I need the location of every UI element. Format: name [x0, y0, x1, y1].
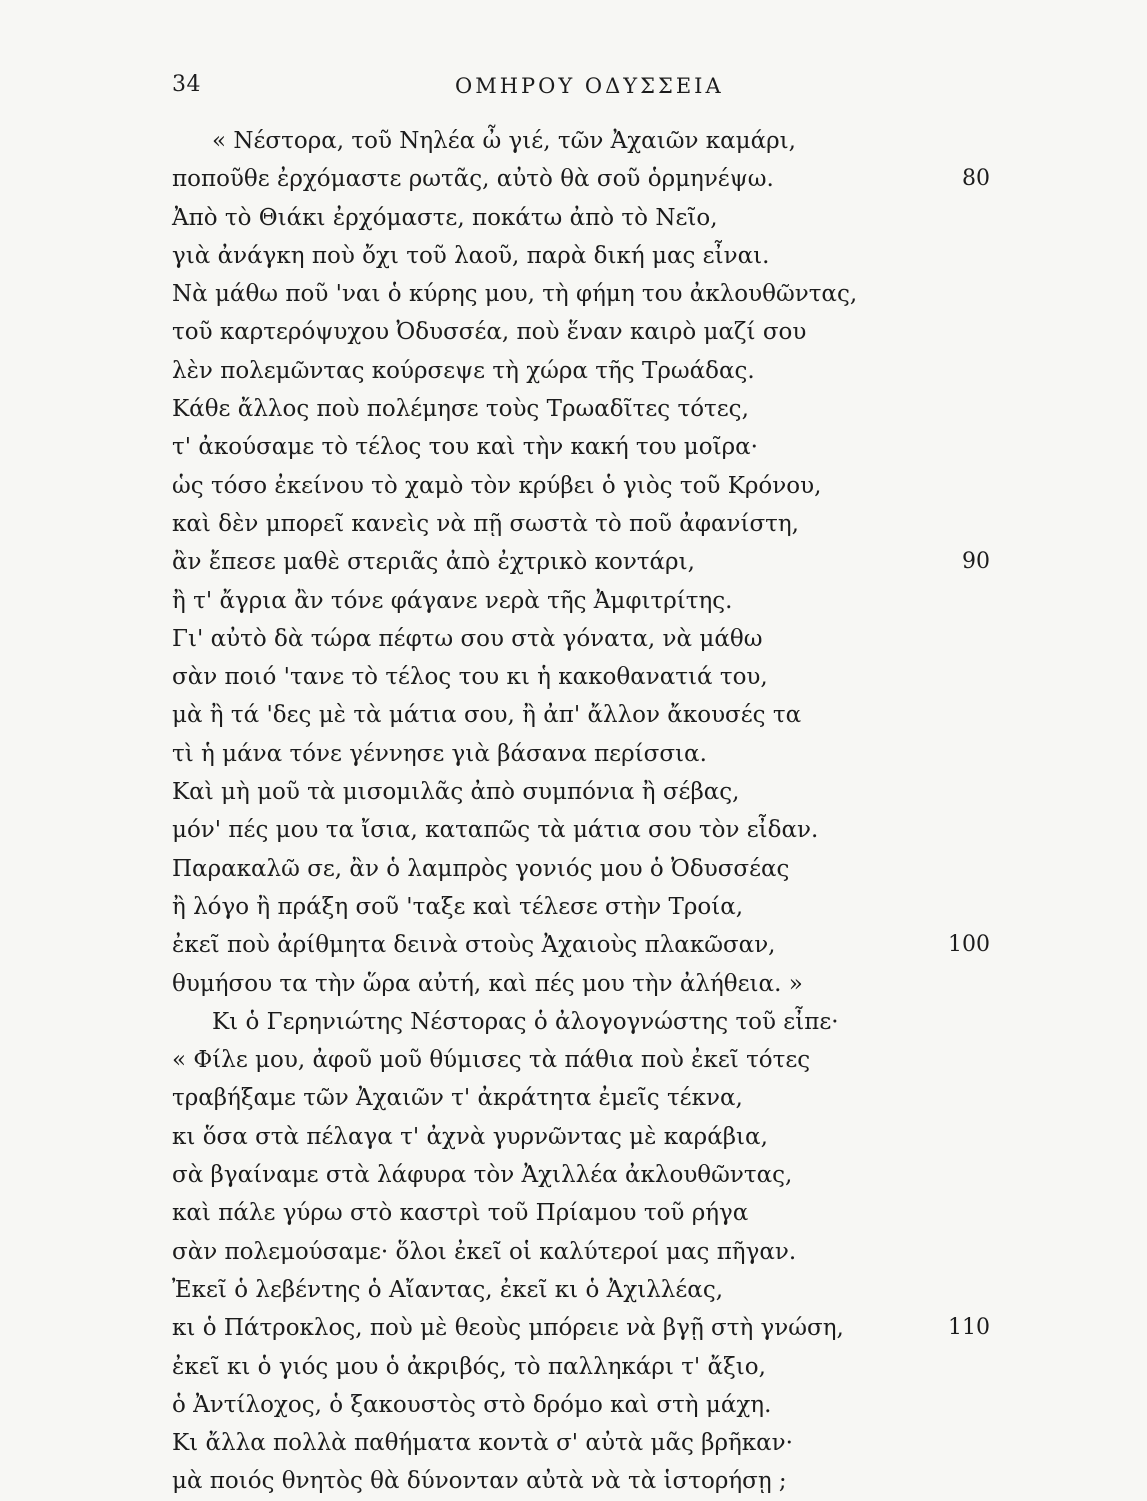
verse-line: [0, 199, 1147, 237]
verse-text: « Φίλε μου, ἀφοῦ μοῦ θύμισες τὰ πάθια ποὺ ἐκεῖ τότες: [172, 1047, 811, 1074]
verse-line: [0, 543, 1147, 581]
verse-line: [0, 1309, 1147, 1347]
verse-line: [0, 390, 1147, 428]
verse-text: Νὰ μάθω ποῦ 'ναι ὁ κύρης μου, τὴ φήμη του ἀκλουθῶντας,: [172, 281, 858, 308]
verse-text: σὰν ποιό 'τανε τὸ τέλος του κι ἡ κακοθανατιά του,: [172, 664, 768, 691]
verse-text: μὰ ποιός θνητὸς θὰ δύνονταν αὐτὰ νὰ τὰ ἱστορήσῃ ;: [172, 1468, 787, 1495]
verse-block: [0, 122, 1147, 1501]
line-number: 80: [962, 166, 990, 192]
verse-text: θυμήσου τα τὴν ὥρα αὐτή, καὶ πές μου τὴν ἀλήθεια. »: [172, 970, 803, 997]
verse-text: Γι' αὐτὸ δὰ τώρα πέφτω σου στὰ γόνατα, νὰ μάθω: [172, 625, 763, 652]
verse-text: κι ὅσα στὰ πέλαγα τ' ἀχνὰ γυρνῶντας μὲ καράβια,: [172, 1123, 768, 1150]
verse-text: ἢ λόγο ἢ πράξη σοῦ 'ταξε καὶ τέλεσε στὴν Τροία,: [172, 893, 744, 920]
verse-text: ἂν ἔπεσε μαθὲ στεριᾶς ἀπὸ ἐχτρικὸ κοντάρι,: [172, 549, 695, 576]
verse-line: [0, 467, 1147, 505]
verse-line: [0, 428, 1147, 466]
running-head: ΟΜΗΡΟΥ ΟΔΥΣΣΕΙΑ: [455, 74, 724, 98]
line-number: 100: [948, 932, 990, 958]
verse-line: [0, 1156, 1147, 1194]
verse-text: κι ὁ Πάτροκλος, ποὺ μὲ θεοὺς μπόρειε νὰ βγῇ στὴ γνώση,: [172, 1315, 844, 1342]
verse-line: [0, 237, 1147, 275]
line-number: 110: [948, 1315, 990, 1341]
verse-line: [0, 811, 1147, 849]
verse-line: [0, 1386, 1147, 1424]
verse-line: [0, 620, 1147, 658]
verse-line: [0, 1194, 1147, 1232]
verse-text: Ἀπὸ τὸ Θιάκι ἐρχόμαστε, ποκάτω ἀπὸ τὸ Νεῖο,: [172, 204, 718, 231]
verse-text: ἢ τ' ἄγρια ἂν τόνε φάγανε νερὰ τῆς Ἀμφιτρίτης.: [172, 587, 733, 614]
verse-text: τ' ἀκούσαμε τὸ τέλος του καὶ τὴν κακή του μοῖρα·: [172, 434, 758, 461]
verse-text: τοῦ καρτερόψυχου Ὀδυσσέα, ποὺ ἕναν καιρὸ μαζί σου: [172, 319, 807, 346]
verse-text: Κι ἄλλα πολλὰ παθήματα κοντὰ σ' αὐτὰ μᾶς βρῆκαν·: [172, 1430, 793, 1457]
verse-line: [0, 1003, 1147, 1041]
verse-text: Κι ὁ Γερηνιώτης Νέστορας ὁ ἀλογογνώστης τοῦ εἶπε·: [212, 1008, 839, 1035]
verse-text: μὰ ἢ τά 'δες μὲ τὰ μάτια σου, ἢ ἀπ' ἄλλον ἄκουσές τα: [172, 702, 802, 729]
verse-line: [0, 1424, 1147, 1462]
verse-text: καὶ δὲν μπορεῖ κανεὶς νὰ πῇ σωστὰ τὸ ποῦ ἀφανίστη,: [172, 510, 799, 537]
page-number: 34: [172, 72, 201, 97]
verse-text: καὶ πάλε γύρω στὸ καστρὶ τοῦ Πρίαμου τοῦ ρήγα: [172, 1200, 749, 1227]
verse-line: [0, 735, 1147, 773]
verse-text: σὰ βγαίναμε στὰ λάφυρα τὸν Ἀχιλλέα ἀκλουθῶντας,: [172, 1162, 793, 1189]
verse-line: [0, 1118, 1147, 1156]
verse-text: ὡς τόσο ἐκείνου τὸ χαμὸ τὸν κρύβει ὁ γιὸς τοῦ Κρόνου,: [172, 472, 822, 499]
verse-line: [0, 696, 1147, 734]
verse-line: [0, 1462, 1147, 1500]
verse-line: [0, 505, 1147, 543]
verse-text: ποποῦθε ἐρχόμαστε ρωτᾶς, αὐτὸ θὰ σοῦ ὁρμηνέψω.: [172, 166, 774, 193]
verse-line: [0, 122, 1147, 160]
verse-text: ἐκεῖ κι ὁ γιός μου ὁ ἀκριβός, τὸ παλληκάρι τ' ἄξιο,: [172, 1353, 766, 1380]
verse-text: ἐκεῖ ποὺ ἀρίθμητα δεινὰ στοὺς Ἀχαιοὺς πλακῶσαν,: [172, 932, 776, 959]
verse-text: λὲν πολεμῶντας κούρσεψε τὴ χώρα τῆς Τρωάδας.: [172, 357, 755, 384]
line-number: 90: [962, 549, 990, 575]
verse-text: Ἐκεῖ ὁ λεβέντης ὁ Αἴαντας, ἐκεῖ κι ὁ Ἀχιλλέας,: [172, 1276, 724, 1303]
verse-line: [0, 1271, 1147, 1309]
verse-line: [0, 850, 1147, 888]
verse-line: [0, 1348, 1147, 1386]
verse-text: Καὶ μὴ μοῦ τὰ μισομιλᾶς ἀπὸ συμπόνια ἢ σέβας,: [172, 779, 740, 806]
verse-text: ὁ Ἀντίλοχος, ὁ ξακουστὸς στὸ δρόμο καὶ στὴ μάχη.: [172, 1391, 772, 1418]
verse-text: τὶ ἡ μάνα τόνε γέννησε γιὰ βάσανα περίσσια.: [172, 740, 707, 767]
verse-line: [0, 965, 1147, 1003]
verse-text: μόν' πές μου τα ἴσια, καταπῶς τὰ μάτια σου τὸν εἶδαν.: [172, 817, 819, 844]
verse-text: σὰν πολεμούσαμε· ὅλοι ἐκεῖ οἱ καλύτεροί μας πῆγαν.: [172, 1238, 797, 1265]
verse-line: [0, 1233, 1147, 1271]
verse-line: [0, 582, 1147, 620]
verse-line: [0, 313, 1147, 351]
verse-line: [0, 658, 1147, 696]
verse-text: « Νέστορα, τοῦ Νηλέα ὦ γιέ, τῶν Ἀχαιῶν καμάρι,: [212, 128, 796, 154]
verse-text: τραβήξαμε τῶν Ἀχαιῶν τ' ἀκράτητα ἐμεῖς τέκνα,: [172, 1085, 743, 1112]
verse-line: [0, 773, 1147, 811]
verse-line: [0, 1041, 1147, 1079]
verse-text: Παρακαλῶ σε, ἂν ὁ λαμπρὸς γονιός μου ὁ Ὀδυσσέας: [172, 855, 790, 882]
verse-text: Κάθε ἄλλος ποὺ πολέμησε τοὺς Τρωαδῖτες τότες,: [172, 396, 749, 423]
verse-line: [0, 352, 1147, 390]
verse-line: [0, 888, 1147, 926]
verse-line: [0, 160, 1147, 198]
verse-text: γιὰ ἀνάγκη ποὺ ὄχι τοῦ λαοῦ, παρὰ δική μας εἶναι.: [172, 242, 770, 269]
verse-line: [0, 275, 1147, 313]
verse-line: [0, 926, 1147, 964]
verse-line: [0, 1079, 1147, 1117]
